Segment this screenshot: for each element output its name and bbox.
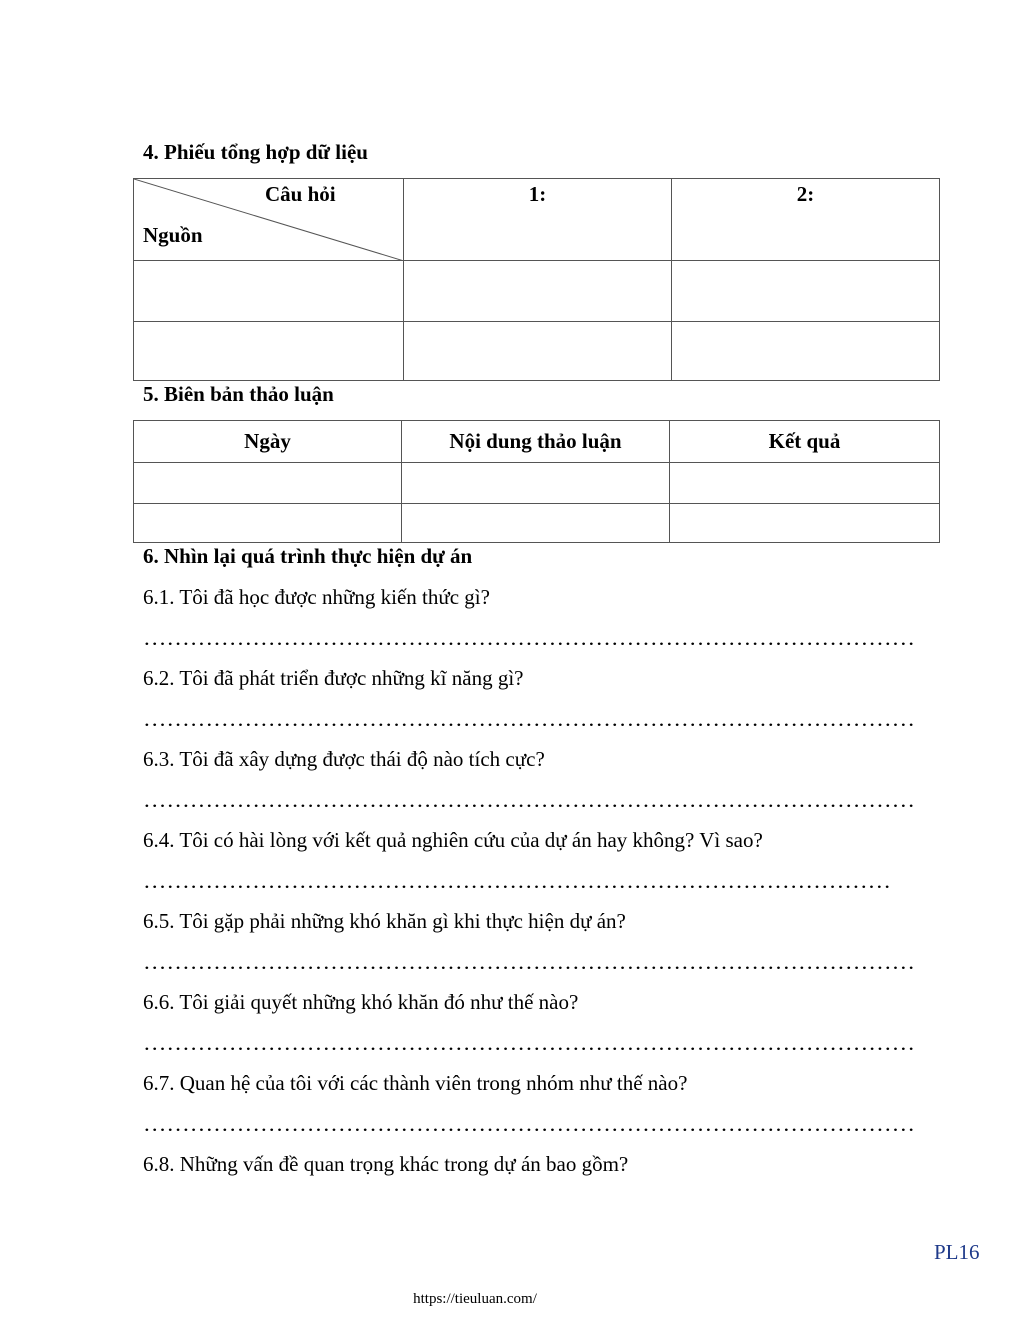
table-header-row bbox=[134, 179, 940, 261]
table-cell bbox=[404, 322, 672, 381]
source-header-label: Nguồn bbox=[143, 223, 203, 247]
table-row bbox=[134, 322, 940, 381]
table-row bbox=[134, 504, 940, 543]
table-cell bbox=[404, 261, 672, 322]
column-header-result: Kết quả bbox=[670, 421, 940, 463]
question-6-8: 6.8. Những vấn đề quan trọng khác trong dự án bao gồm? bbox=[143, 1152, 629, 1176]
data-summary-table bbox=[133, 178, 940, 381]
table-header-row bbox=[134, 421, 940, 463]
table-cell bbox=[134, 463, 402, 504]
section-5-title: 5. Biên bản thảo luận bbox=[143, 382, 334, 406]
question-6-7: 6.7. Quan hệ của tôi với các thành viên trong nhóm như thế nào? bbox=[143, 1071, 688, 1095]
table-row bbox=[134, 463, 940, 504]
table-cell bbox=[402, 504, 670, 543]
footer-url[interactable]: https://tieuluan.com/ bbox=[413, 1291, 537, 1307]
answer-line: ……………………………………………………………………………………… bbox=[143, 626, 915, 650]
table-cell bbox=[134, 261, 404, 322]
diagonal-header-cell bbox=[134, 179, 404, 261]
question-6-5: 6.5. Tôi gặp phải những khó khăn gì khi thực hiện dự án? bbox=[143, 909, 626, 933]
answer-line: ……………………………………………………………………………………… bbox=[143, 707, 915, 731]
question-6-6: 6.6. Tôi giải quyết những khó khăn đó như thế nào? bbox=[143, 990, 579, 1014]
discussion-minutes-table bbox=[133, 420, 940, 543]
answer-line: ……………………………………………………………………………………… bbox=[143, 1112, 915, 1136]
answer-line: ……………………………………………………………………………………… bbox=[143, 1031, 915, 1055]
section-6-title: 6. Nhìn lại quá trình thực hiện dự án bbox=[143, 544, 473, 568]
answer-line: ……………………………………………………………………………………… bbox=[143, 950, 915, 974]
table-cell bbox=[672, 261, 940, 322]
table-cell bbox=[670, 504, 940, 543]
question-6-2: 6.2. Tôi đã phát triển được những kĩ năng gì? bbox=[143, 666, 524, 690]
table-row bbox=[134, 261, 940, 322]
question-header-label: Câu hỏi bbox=[265, 182, 336, 206]
column-header-content: Nội dung thảo luận bbox=[402, 421, 670, 463]
column-header-date: Ngày bbox=[134, 421, 402, 463]
column-header-1: 1: bbox=[404, 179, 672, 261]
table-cell bbox=[672, 322, 940, 381]
page-number: PL16 bbox=[934, 1240, 980, 1264]
answer-line: ……………………………………………………………………………………… bbox=[143, 788, 915, 812]
answer-line: …………………………………………………………………………………… bbox=[143, 869, 891, 893]
table-cell bbox=[134, 322, 404, 381]
section-4-title: 4. Phiếu tổng hợp dữ liệu bbox=[143, 140, 368, 164]
table-cell bbox=[402, 463, 670, 504]
column-header-2: 2: bbox=[672, 179, 940, 261]
table-cell bbox=[670, 463, 940, 504]
question-6-4: 6.4. Tôi có hài lòng với kết quả nghiên cứu của dự án hay không? Vì sao? bbox=[143, 828, 763, 852]
table-cell bbox=[134, 504, 402, 543]
question-6-1: 6.1. Tôi đã học được những kiến thức gì? bbox=[143, 585, 490, 609]
question-6-3: 6.3. Tôi đã xây dựng được thái độ nào tích cực? bbox=[143, 747, 545, 771]
